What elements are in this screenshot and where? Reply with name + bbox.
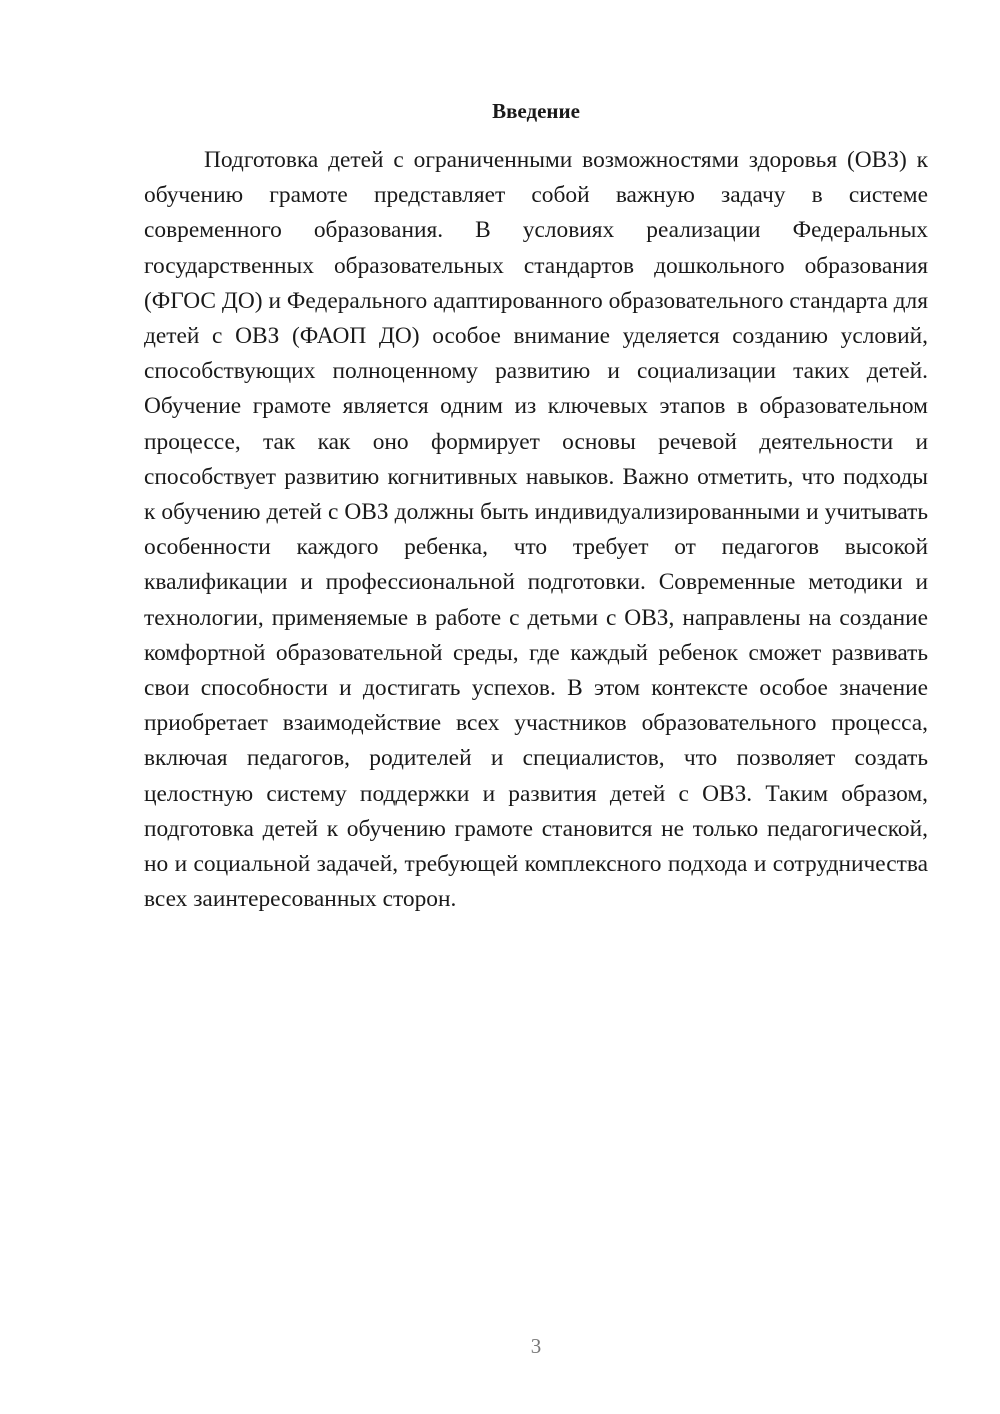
intro-paragraph: Подготовка детей с ограниченными возможностями здоровья (ОВЗ) к обучению грамоте представляет собой важную задачу в системе современного образования. В условиях реализации Федеральных государственных образовательных стандартов дошкольного образования (ФГОС ДО) и Федерального адаптированного образовательного стандарта для детей с ОВЗ (ФАОП ДО) особое внимание уделяется созданию условий, способствующих полноценному развитию и социализации таких детей. Обучение грамоте является одним из ключевых этапов в образовательном процессе, так как оно формирует основы речевой деятельности и способствует развитию когнитивных навыков. Важно отметить, что подходы к обучению детей с ОВЗ должны быть индивидуализированными и учитывать особенности каждого ребенка, что требует от педагогов высокой квалификации и профессиональной подготовки. Современные методики и технологии, применяемые в работе с детьми с ОВЗ, направлены на создание комфортной образовательной среды, где каждый ребенок сможет развивать свои способности и достигать успехов. В этом контексте особое значение приобретает взаимодействие всех участников образовательного процесса, включая педагогов, родителей и специалистов, что позволяет создать целостную систему поддержки и развития детей с ОВЗ. Таким образом, подготовка детей к обучению грамоте становится не только педагогической, но и социальной задачей, требующей комплексного подхода и сотрудничества всех заинтересованных сторон. bbox=[144, 147, 928, 913]
section-title: Введение bbox=[492, 99, 580, 123]
page-number: 3 bbox=[530, 1334, 542, 1358]
